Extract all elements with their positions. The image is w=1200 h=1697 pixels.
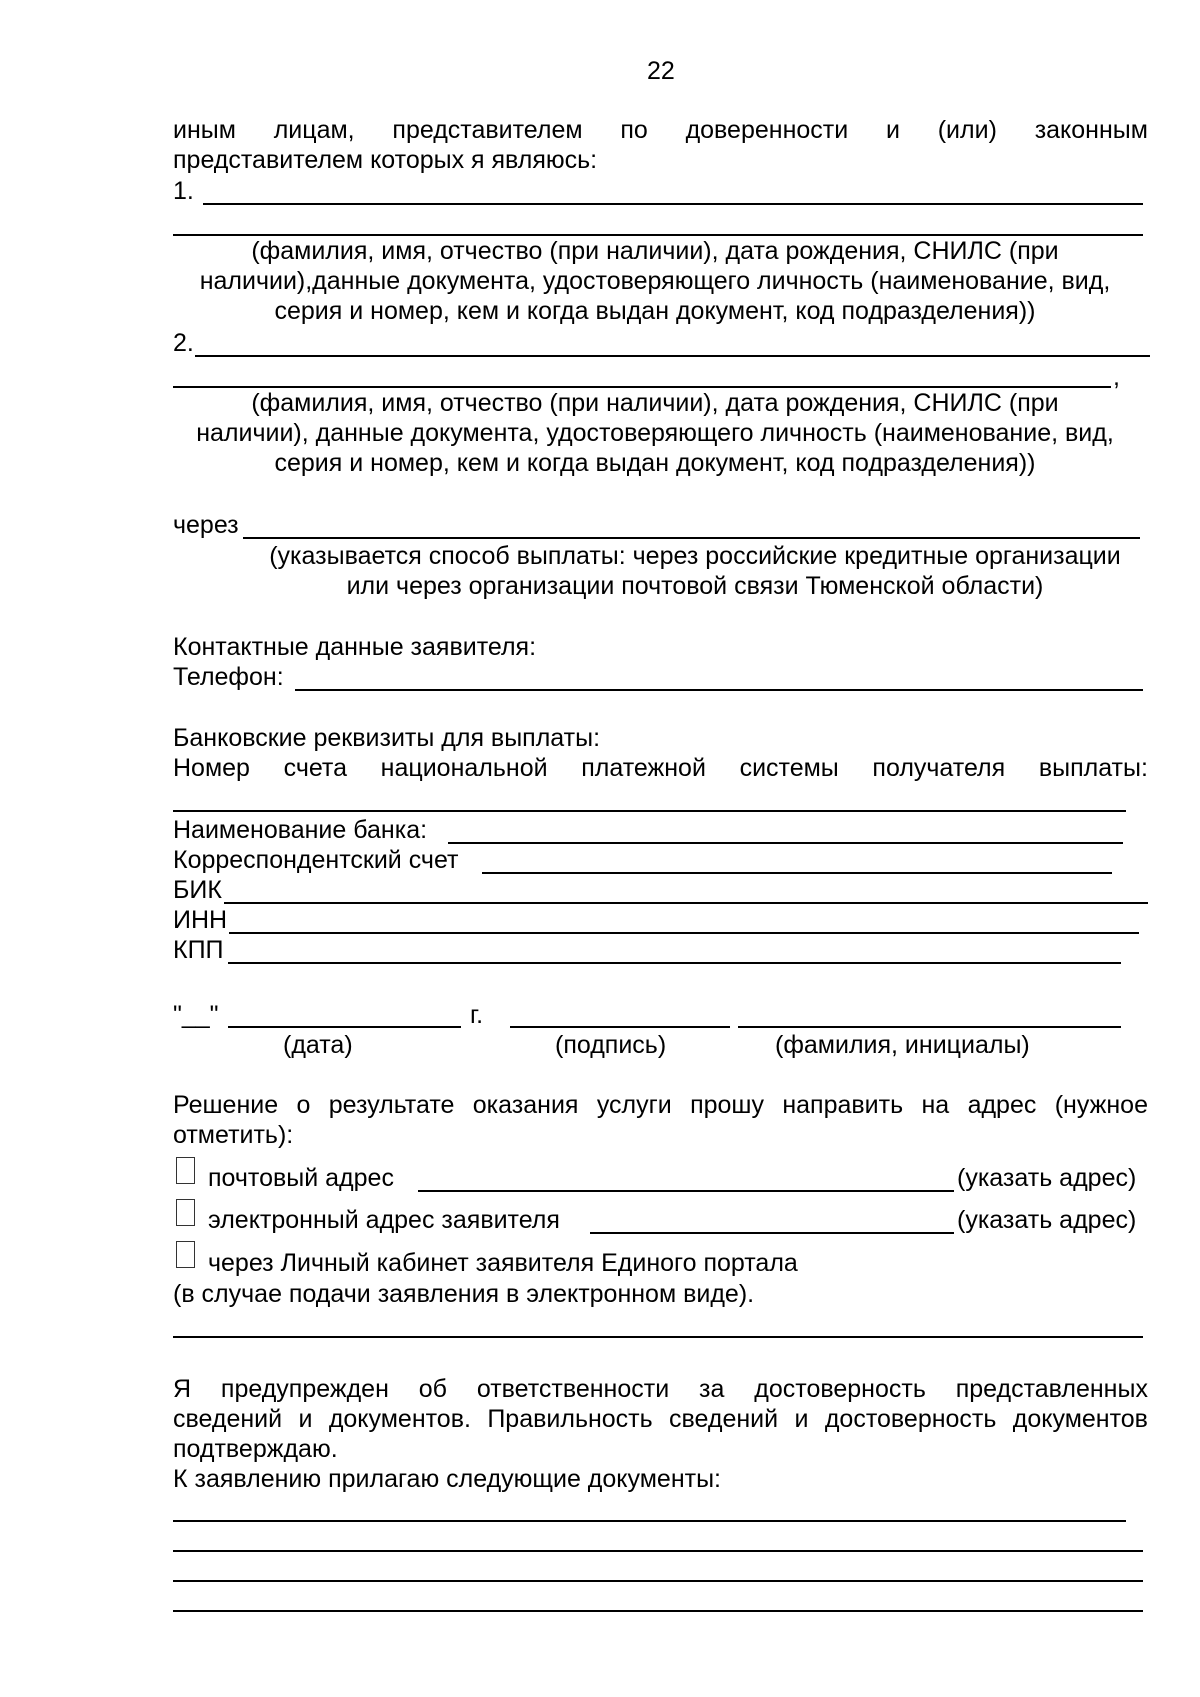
attachments-heading: К заявлению прилагаю следующие документы: — [173, 1465, 721, 1493]
intro-word: (или) — [937, 116, 997, 144]
warning-word: за — [699, 1375, 725, 1403]
account-word: выплаты: — [1038, 754, 1148, 782]
name-caption: (фамилия, инициалы) — [775, 1031, 1030, 1059]
warning-word: сведений — [173, 1405, 283, 1433]
account-word: получателя — [872, 754, 1006, 782]
bank-name-label: Наименование банка: — [173, 816, 428, 844]
kpp-label: КПП — [173, 936, 224, 964]
intro-word: представителем — [392, 116, 583, 144]
intro-word: доверенности — [685, 116, 849, 144]
email-address-suffix: (указать адрес) — [957, 1206, 1137, 1234]
warning-word: Правильность — [487, 1405, 653, 1433]
decision-word: Решение — [173, 1091, 279, 1119]
account-word: системы — [739, 754, 839, 782]
intro-word: и — [885, 116, 900, 144]
portal-cabinet-label: через Личный кабинет заявителя Единого портала — [208, 1249, 798, 1277]
decision-word: направить — [782, 1091, 904, 1119]
inn-field-line[interactable] — [229, 932, 1139, 934]
warning-word: Я — [173, 1375, 192, 1403]
signature-caption: (подпись) — [555, 1031, 667, 1059]
warning-word: об — [418, 1375, 447, 1403]
postal-address-checkbox[interactable] — [176, 1157, 195, 1184]
full-name-field-line[interactable] — [738, 1026, 1121, 1028]
attachment-line[interactable] — [173, 1550, 1143, 1552]
intro-word: по — [620, 116, 648, 144]
person2-comma: , — [1113, 363, 1120, 391]
warning-word: и — [794, 1405, 809, 1433]
warning-line-2 — [173, 1404, 1148, 1434]
account-word: счета — [283, 754, 348, 782]
warning-line-1 — [173, 1374, 1148, 1404]
kpp-field-line[interactable] — [228, 962, 1121, 964]
person2-hint: (фамилия, имя, отчество (при наличии), дата рождения, СНИЛС (при — [251, 389, 1059, 417]
decision-word: на — [921, 1091, 950, 1119]
payment-hint: или через организации почтовой связи Тюменской области) — [346, 572, 1044, 600]
intro-word: лицам, — [273, 116, 355, 144]
email-address-field-line[interactable] — [590, 1232, 954, 1234]
person1-hint: серия и номер, кем и когда выдан документ, код подразделения)) — [274, 297, 1036, 325]
postal-address-suffix: (указать адрес) — [957, 1164, 1137, 1192]
page-number: 22 — [647, 57, 675, 85]
person1-hint: (фамилия, имя, отчество (при наличии), дата рождения, СНИЛС (при — [251, 237, 1059, 265]
phone-field-line[interactable] — [295, 689, 1143, 691]
account-field-line[interactable] — [173, 810, 1126, 812]
date-prefix: "__" — [173, 1001, 219, 1029]
payment-hint: (указывается способ выплаты: через российские кредитные организации — [269, 542, 1121, 570]
person2-number: 2. — [173, 329, 194, 357]
year-suffix: г. — [470, 1001, 484, 1029]
date-caption: (дата) — [283, 1031, 353, 1059]
corr-account-label: Корреспондентский счет — [173, 846, 459, 874]
warning-word: ответственности — [476, 1375, 670, 1403]
decision-text — [173, 1090, 1148, 1120]
bank-account-label — [173, 753, 1148, 783]
intro-line-2: представителем которых я являюсь: — [173, 146, 598, 174]
signature-field-line[interactable] — [510, 1026, 730, 1028]
contacts-heading: Контактные данные заявителя: — [173, 633, 537, 661]
decision-word: (нужное — [1054, 1091, 1148, 1119]
decision-word: о — [296, 1091, 311, 1119]
corr-account-field-line[interactable] — [482, 872, 1112, 874]
payment-label: через — [173, 511, 239, 539]
date-field-line[interactable] — [228, 1026, 461, 1028]
phone-label: Телефон: — [173, 663, 284, 691]
decision-word: услуги — [596, 1091, 672, 1119]
decision-word: оказания — [472, 1091, 579, 1119]
warning-word: предупрежден — [220, 1375, 389, 1403]
email-address-label: электронный адрес заявителя — [208, 1206, 560, 1234]
warning-word: представленных — [955, 1375, 1148, 1403]
decision-word: прошу — [690, 1091, 764, 1119]
attachment-line[interactable] — [173, 1580, 1143, 1582]
account-word: Номер — [173, 754, 250, 782]
intro-line-1 — [173, 115, 1148, 145]
person2-field-line[interactable] — [195, 355, 1150, 357]
person2-hint: наличии), данные документа, удостоверяющего личность (наименование, вид, — [196, 419, 1114, 447]
inn-label: ИНН — [173, 906, 228, 934]
decision-text-line-2: отметить): — [173, 1121, 294, 1149]
attachment-line[interactable] — [173, 1520, 1126, 1522]
account-word: платежной — [581, 754, 706, 782]
person2-hint: серия и номер, кем и когда выдан документ, код подразделения)) — [274, 449, 1036, 477]
warning-word: достоверность — [824, 1405, 997, 1433]
person1-hint: наличии),данные документа, удостоверяющего личность (наименование, вид, — [199, 267, 1111, 295]
postal-address-label: почтовый адрес — [208, 1164, 394, 1192]
decision-word: адрес — [967, 1091, 1037, 1119]
email-address-checkbox[interactable] — [176, 1199, 195, 1226]
warning-word: документов — [1012, 1405, 1148, 1433]
bik-label: БИК — [173, 876, 222, 904]
warning-line-3: подтверждаю. — [173, 1435, 338, 1463]
account-word: национальной — [380, 754, 548, 782]
attachment-line[interactable] — [173, 1610, 1143, 1612]
person1-field-line[interactable] — [203, 203, 1143, 205]
decision-word: результате — [328, 1091, 455, 1119]
intro-word: иным — [173, 116, 236, 144]
bank-name-field-line[interactable] — [448, 842, 1123, 844]
warning-word: и — [298, 1405, 313, 1433]
person1-number: 1. — [173, 177, 194, 205]
intro-word: законным — [1034, 116, 1148, 144]
separator-line — [173, 1336, 1143, 1338]
warning-word: достоверность — [754, 1375, 926, 1403]
bank-heading: Банковские реквизиты для выплаты: — [173, 724, 601, 752]
payment-method-line[interactable] — [243, 537, 1140, 539]
portal-cabinet-checkbox[interactable] — [176, 1241, 195, 1268]
portal-cabinet-note: (в случае подачи заявления в электронном виде). — [173, 1280, 755, 1308]
postal-address-field-line[interactable] — [418, 1190, 954, 1192]
warning-word: сведений — [669, 1405, 779, 1433]
warning-word: документов. — [328, 1405, 471, 1433]
bik-field-line[interactable] — [224, 902, 1148, 904]
